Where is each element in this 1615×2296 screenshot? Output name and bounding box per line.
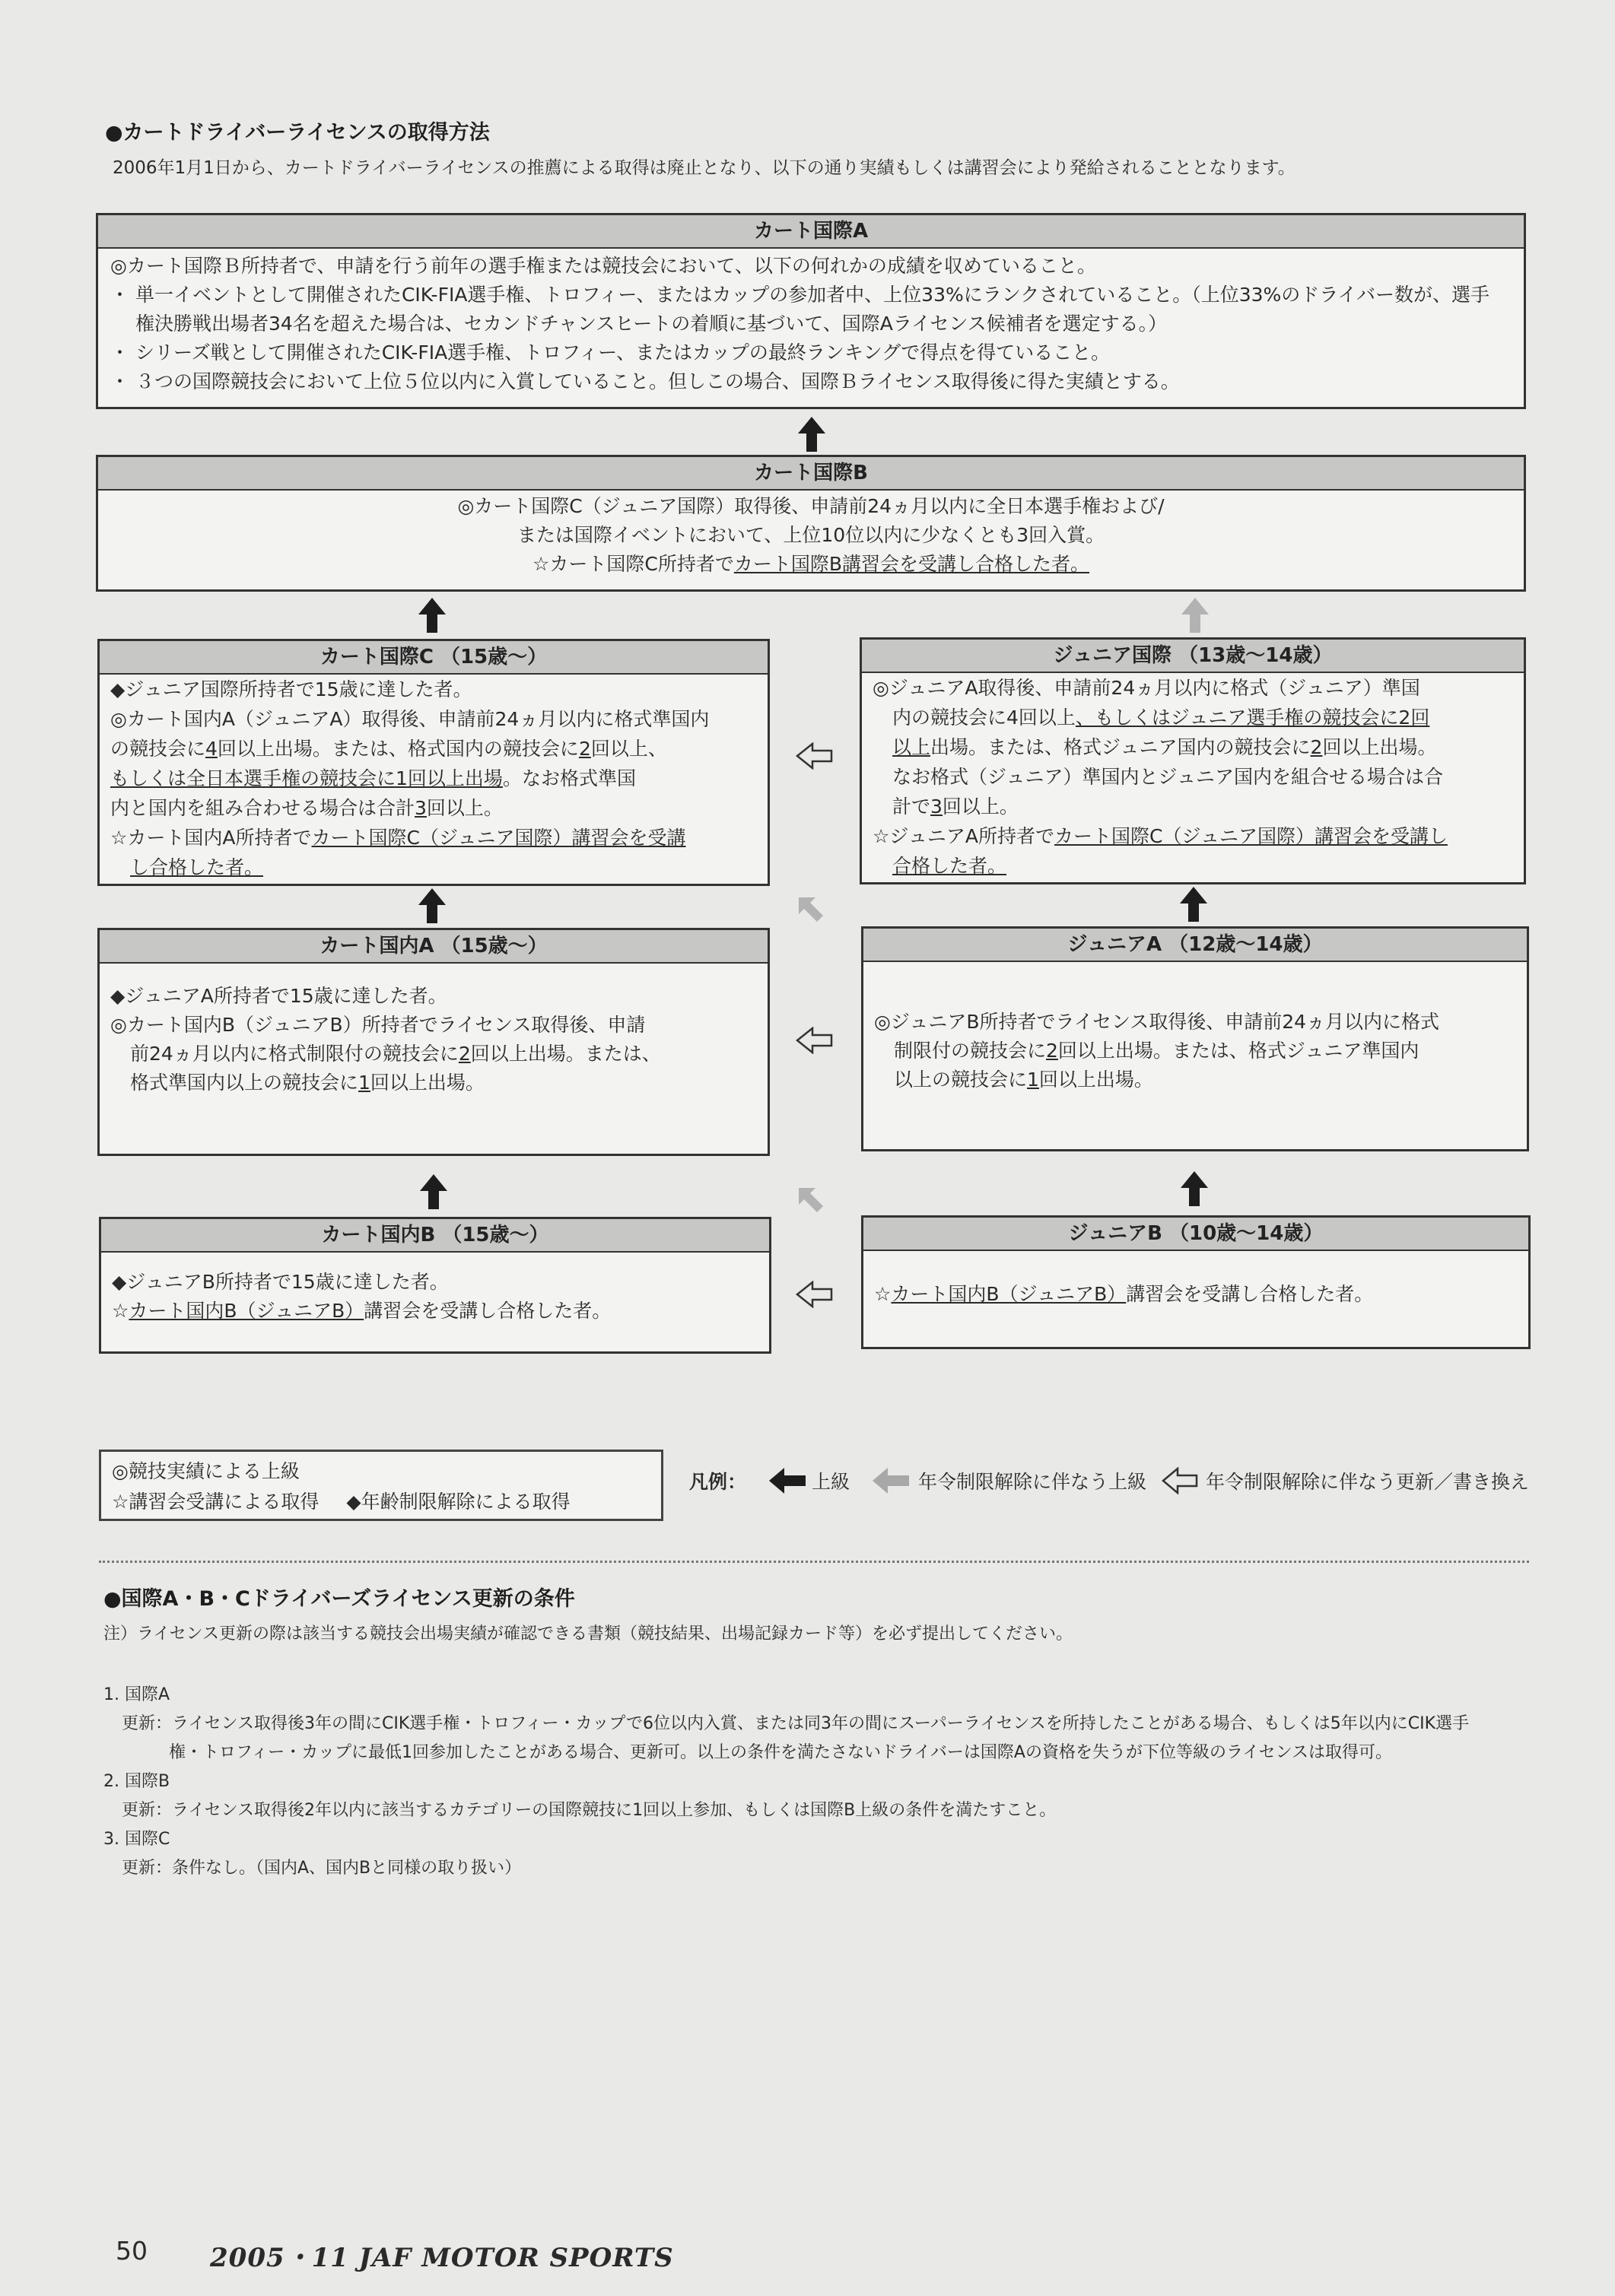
text-underlined: 1 [1027,1069,1039,1091]
line [873,732,1513,762]
text: 。なお格式準国 [502,767,636,789]
box-title: カート国内B （15歳〜） [101,1219,769,1253]
box-title: カート国際C （15歳〜） [100,641,768,675]
text-underlined: カート国際C（ジュニア国際）講習会を受講 [311,827,686,849]
text: 回以上出場。 [1038,1069,1153,1091]
text-underlined: 3 [930,796,943,818]
box-kart-domestic-a [97,928,770,1156]
renewal-item-2 [103,1767,1056,1825]
diagonal-arrow-gray-icon [796,894,826,925]
text-underlined: 1 [396,767,408,789]
box-kart-international-a [96,213,1526,409]
line [874,1065,1516,1094]
up-arrow-black-icon [420,1174,447,1209]
renewal-line: 更新：ライセンス取得後2年以内に該当するカテゴリーの国際競技に1回以上参加、もしくは国際B上級の条件を満たすこと。 [122,1801,1057,1820]
legend-item-label: 年令制限解除に伴なう上級 [918,1471,1147,1493]
text: 回以上、 [590,738,667,760]
renewal-line: 更新：条件なし。（国内A、国内Bと同様の取り扱い） [122,1859,522,1878]
line [873,851,1513,881]
text: 内と国内を組み合わせる場合は合計 [110,797,415,819]
line [110,764,757,793]
line: ・ シリーズ戦として開催されたCIK-FIA選手権、トロフィー、またはカップの最終ランキングで得点を得ていること。 [110,341,1111,364]
text: ☆ [112,1300,129,1322]
renewal-item-1 [103,1681,1469,1767]
legend-label: 凡例： [689,1471,747,1493]
left-arrow-outline-icon [1162,1467,1198,1494]
text-underlined: もしくは全日本選手権の競技会に [110,767,396,789]
up-arrow-black-icon [418,598,446,633]
left-arrow-outline-icon [796,1027,834,1054]
text-underlined: し合格した者。 [130,856,264,878]
text-underlined: 、もしくはジュニア選手権の競技会に2回 [1075,707,1430,729]
text-underlined: 2 [1046,1040,1058,1062]
renewal-line: 権・トロフィー・カップに最低1回参加したことがある場合、更新可。以上の条件を満たさないドライバーは国際Aの資格を失うが下位等級のライセンスは取得可。 [169,1743,1392,1762]
box-junior-a [861,926,1529,1151]
box-body [863,1251,1528,1309]
line: ◎カート国際Ｂ所持者で、申請を行う前年の選手権または競技会において、以下の何れかの成績を収めていること。 [110,255,1096,277]
text: ◆年齢制限解除による取得 [346,1491,571,1513]
renewal-head: 1. 国際A [103,1685,170,1704]
text: 前24ヵ月以内に格式制限付の競技会に [130,1043,459,1065]
text-underlined: カート国内B（ジュニアB） [129,1300,364,1322]
box-kart-domestic-b [99,1217,771,1354]
box-kart-international-c [97,639,770,886]
text: 以上の競技会に [894,1069,1028,1091]
line [110,550,1512,579]
legend-line [112,1487,650,1517]
text: 講習会を受講し合格した者。 [1126,1283,1374,1305]
legend-arrows [689,1467,1529,1494]
line: ◎カート国際C（ジュニア国際）取得後、申請前24ヵ月以内に全日本選手権および/ [457,495,1165,517]
text-underlined: 以上 [892,736,931,758]
box-body [98,249,1524,399]
text: ☆講習会受講による取得 [112,1491,320,1513]
line: ◎カート国内B（ジュニアB）所持者でライセンス取得後、申請 [110,1014,646,1036]
text: 回以上出場。 [370,1072,485,1094]
text: 内の競技会に4回以上 [892,707,1076,729]
text: 出場。または、格式ジュニア国内の競技会に [930,736,1311,758]
up-arrow-black-icon [798,417,825,452]
line [873,792,1513,821]
up-arrow-black-icon [1181,1171,1208,1206]
text: 回以上出場。または、格式国内の競技会に [217,738,579,760]
up-arrow-black-icon [1180,887,1207,922]
text: ☆カート国内A所持者で [110,827,312,849]
text-underlined: カート国際C（ジュニア国際）講習会を受講し [1054,825,1448,847]
line [874,1280,1518,1309]
text: 回以上出場。または、 [470,1043,661,1065]
box-junior-international [860,637,1526,884]
box-title: カート国際B [98,457,1524,491]
left-arrow-outline-icon [796,742,834,770]
box-body [98,491,1524,580]
text: 制限付の競技会に [894,1040,1047,1062]
left-arrow-black-icon [769,1468,806,1494]
diagonal-arrow-gray-icon [796,1185,826,1215]
up-arrow-black-icon [418,888,446,923]
line [873,703,1513,732]
text: 回以上出場。 [1322,736,1437,758]
box-title: カート国内A （15歳〜） [100,930,768,964]
box-body [863,962,1527,1094]
line: 権決勝戦出場者34名を超えた場合は、セカンドチャンスヒートの着順に基づいて、国際Aライセンス候補者を選定する。） [110,313,1168,335]
text: の競技会に [110,738,206,760]
line: なお格式（ジュニア）準国内とジュニア国内を組合せる場合は合 [892,766,1444,788]
renewal-head: 2. 国際B [103,1772,170,1791]
box-title: ジュニア国際 （13歳〜14歳） [862,640,1524,673]
line [110,734,757,764]
box-title: カート国際A [98,215,1524,249]
line: ◆ジュニアA所持者で15歳に達した者。 [110,985,447,1007]
box-body [100,675,768,882]
box-body [100,964,768,1097]
line: ◆ジュニアB所持者で15歳に達した者。 [112,1271,449,1293]
text-underlined: 回以上出場 [407,767,503,789]
text: ☆ [874,1283,892,1305]
text-underlined: カート国内B（ジュニアB） [891,1283,1127,1305]
section-heading-renewal: ●国際A・B・Cドライバーズライセンス更新の条件 [103,1587,575,1611]
intro-text: 2006年1月1日から、カートドライバーライセンスの推薦による取得は廃止となり、以下の通り実績もしくは講習会により発給されることとなります。 [113,158,1295,178]
line: ・ ３つの国際競技会において上位５位以内に入賞していること。但しこの場合、国際Ｂライセンス取得後に得た実績とする。 [110,370,1180,392]
line [110,823,757,853]
left-arrow-outline-icon [796,1281,834,1308]
box-body [101,1253,769,1326]
text-underlined: 2 [578,738,591,760]
line [873,821,1513,851]
text: 計で [892,796,931,818]
line [110,853,757,882]
up-arrow-gray-icon [1181,598,1209,633]
legend-item-label: 年令制限解除に伴なう更新／書き換え [1206,1471,1530,1493]
text: 格式準国内以上の競技会に [130,1072,359,1094]
text: 回以上。 [426,797,503,819]
line: ・ 単一イベントとして開催されたCIK-FIA選手権、トロフィー、またはカップの参加者中、上位33%にランクされていること。（上位33%のドライバー数が、選手 [110,284,1490,306]
renewal-note: 注）ライセンス更新の際は該当する競技会出場実績が確認できる書類（競技結果、出場記録カード等）を必ず提出してください。 [103,1624,1073,1643]
magazine-title: 2005・11 JAF MOTOR SPORTS [210,2243,674,2273]
line: ◎ジュニアA取得後、申請前24ヵ月以内に格式（ジュニア）準国 [873,677,1420,699]
line: または国際イベントにおいて、上位10位以内に少なくとも3回入賞。 [517,524,1105,546]
box-title: ジュニアB （10歳〜14歳） [863,1218,1528,1251]
line [110,1040,757,1069]
text-underlined: 2 [458,1043,471,1065]
text-underlined: 1 [358,1072,370,1094]
renewal-item-3 [103,1825,521,1883]
legend-symbol-box [99,1450,663,1521]
text-underlined: 2 [1310,736,1323,758]
legend-line: ◎競技実績による上級 [112,1460,300,1482]
text: ☆ジュニアA所持者で [873,825,1055,847]
text-underlined: 合格した者。 [892,855,1007,877]
line: ◆ジュニア国際所持者で15歳に達した者。 [110,678,472,700]
section-heading-acquisition: ●カートドライバーライセンスの取得方法 [105,121,490,144]
box-junior-b [861,1215,1531,1349]
text: 回以上。 [942,796,1019,818]
text: ☆カート国際C所持者で [532,553,734,575]
text: 回以上出場。または、格式ジュニア準国内 [1057,1040,1419,1062]
text-underlined: カート国際B講習会を受講し合格した者。 [733,553,1090,575]
legend-item-label: 上級 [812,1471,850,1493]
line [110,1069,757,1097]
box-title: ジュニアA （12歳〜14歳） [863,929,1527,962]
line [110,793,757,823]
line [112,1297,758,1326]
dotted-separator [99,1561,1529,1563]
text-underlined: 4 [205,738,218,760]
renewal-head: 3. 国際C [103,1830,170,1849]
page-number: 50 [116,2236,148,2266]
renewal-line: 更新：ライセンス取得後3年の間にCIK選手権・トロフィー・カップで6位以内入賞、または同3年の間にスーパーライセンスを所持したことがある場合、もしくは5年以内にCIK選手 [122,1714,1470,1733]
line [874,1037,1516,1065]
box-body [862,673,1524,881]
text: 講習会を受講し合格した者。 [364,1300,612,1322]
box-kart-international-b [96,455,1526,592]
left-arrow-gray-icon [873,1468,909,1494]
text-underlined: 3 [415,797,427,819]
line: ◎ジュニアB所持者でライセンス取得後、申請前24ヵ月以内に格式 [874,1011,1440,1033]
line: ◎カート国内A（ジュニアA）取得後、申請前24ヵ月以内に格式準国内 [110,708,710,730]
